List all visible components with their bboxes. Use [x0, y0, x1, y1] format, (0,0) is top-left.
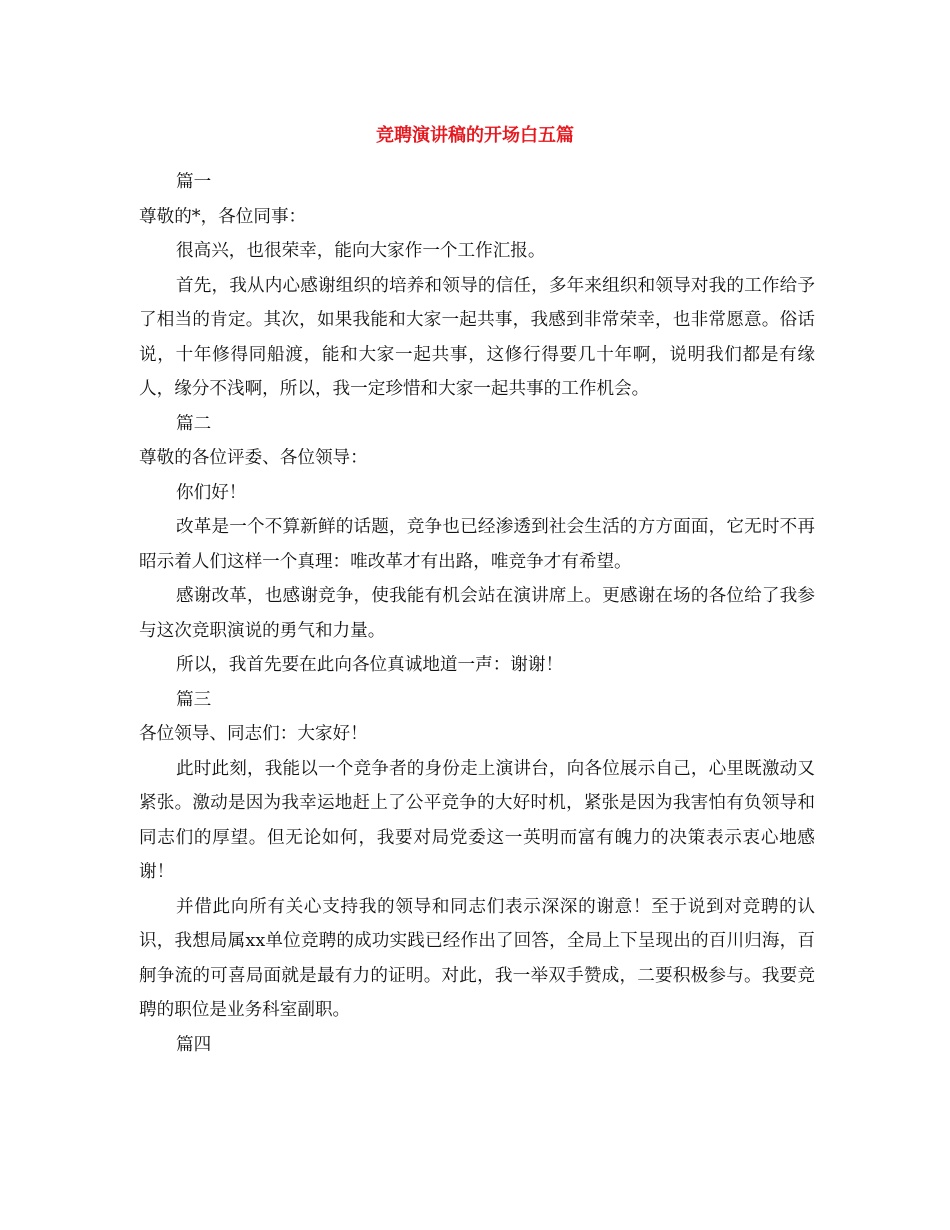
salutation-3: 各位领导、同志们：大家好！ [139, 724, 368, 744]
section-heading-3: 篇三 [176, 689, 212, 710]
paragraph: 很高兴，也很荣幸，能向大家作一个工作汇报。 [176, 241, 546, 261]
document-title: 竞聘演讲稿的开场白五篇 [376, 125, 574, 146]
paragraph: 你们好！ [176, 482, 247, 503]
section-heading-4: 篇四 [176, 1034, 212, 1055]
paragraph: 首先，我从内心感谢组织的培养和领导的信任，多年来组织和领导对我的工作给予了相当的肯定。其次，如果我能和大家一起共事，我感到非常荣幸，也非常愿意。俗话说，十年修得同船渡，能和大家一起共事，这修行得要几十年啊，说明我们都是有缘人，缘分不浅啊，所以，我一定珍惜和大家一起共事的工作机会。 [139, 275, 815, 399]
paragraph: 并借此向所有关心支持我的领导和同志们表示深深的谢意！至于说到对竞聘的认识，我想局属xx单位竞聘的成功实践已经作出了回答，全局上下呈现出的百川归海，百舸争流的可喜局面就是最有力的证明。对此，我一举双手赞成，二要积极参与。我要竞聘的职位是业务科室副职。 [139, 896, 815, 1020]
salutation-1: 尊敬的*，各位同事： [139, 206, 307, 227]
section-heading-2: 篇二 [176, 413, 212, 434]
document-body [139, 165, 815, 1062]
section-heading-1: 篇一 [176, 172, 212, 192]
paragraph: 此时此刻，我能以一个竞争者的身份走上演讲台，向各位展示自己，心里既激动又紧张。激动是因为我幸运地赶上了公平竞争的大好时机，紧张是因为我害怕有负领导和同志们的厚望。但无论如何，我要对局党委这一英明而富有魄力的决策表示衷心地感谢！ [139, 758, 815, 882]
paragraph: 改革是一个不算新鲜的话题，竞争也已经渗透到社会生活的方方面面，它无时不再昭示着人们这样一个真理：唯改革才有出路，唯竞争才有希望。 [139, 517, 815, 572]
salutation-2: 尊敬的各位评委、各位领导： [139, 448, 368, 468]
paragraph: 感谢改革，也感谢竞争，使我能有机会站在演讲席上。更感谢在场的各位给了我参与这次竞职演说的勇气和力量。 [139, 586, 815, 641]
paragraph: 所以，我首先要在此向各位真诚地道一声：谢谢！ [176, 655, 564, 675]
